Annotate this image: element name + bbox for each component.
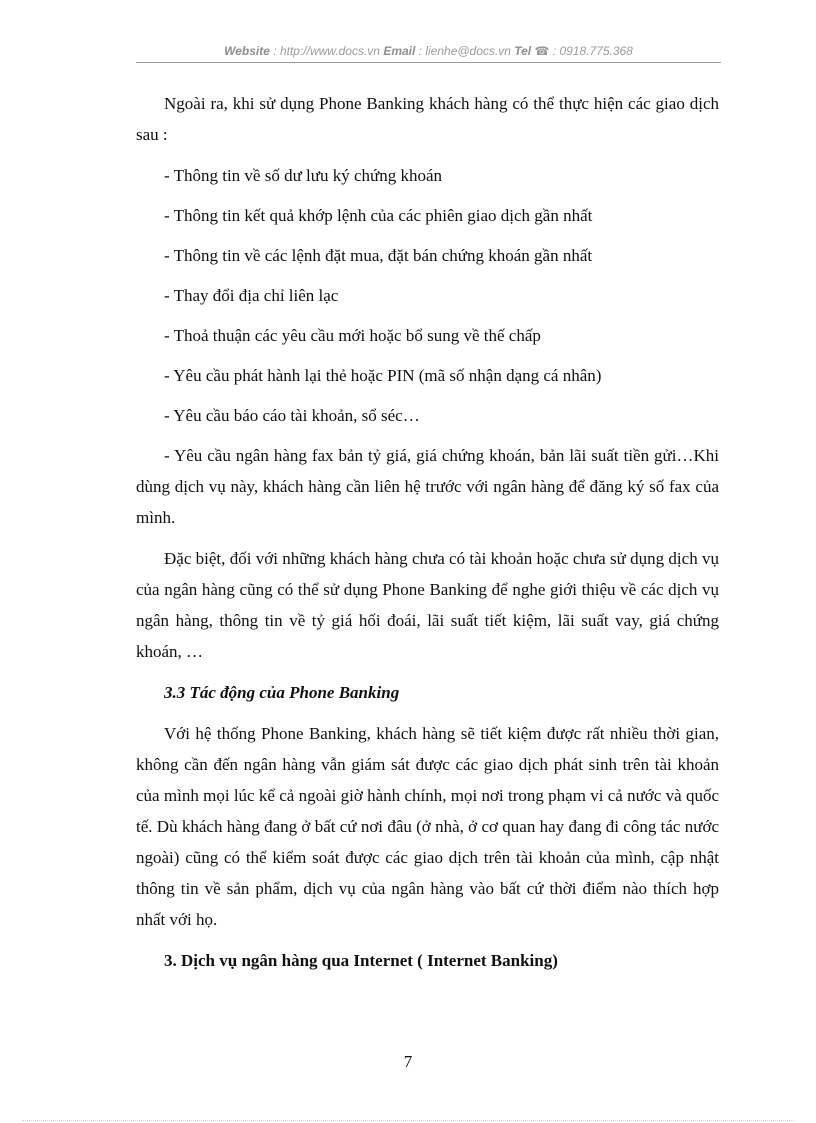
intro-paragraph: Ngoài ra, khi sử dụng Phone Banking khách hàng có thể thực hiện các giao dịch sau : xyxy=(136,94,719,144)
website-value: : http://www.docs.vn xyxy=(269,44,384,58)
list-item: - Yêu cầu ngân hàng fax bản tỷ giá, giá chứng khoán, bản lãi suất tiền gửi…Khi dùng dịch vụ này, khách hàng cần liên hệ trước với ngân hàng để đăng ký số fax của mình. xyxy=(136,446,719,527)
list-item: - Thông tin về số dư lưu ký chứng khoán xyxy=(164,166,443,185)
list-item: - Thông tin về các lệnh đặt mua, đặt bán chứng khoán gần nhất xyxy=(164,246,593,265)
effect-paragraph: Với hệ thống Phone Banking, khách hàng sẽ tiết kiệm được rất nhiều thời gian, không cần đến ngân hàng vẫn giám sát được các giao dịch phát sinh trên tài khoản của mình mọi lúc kể cả ngoài giờ hành chính, mọi nơi trong phạm vi cả nước và quốc tế. Dù khách hàng đang ở bất cứ nơi đâu (ở nhà, ở cơ quan hay đang đi công tác nước ngoài) cũng có thể kiểm soát được các giao dịch trên tài khoản của mình, cập nhật thông tin về sản phẩm, dịch vụ của ngân hàng vào bất cứ thời điểm nào thích hợp nhất với họ. xyxy=(136,724,719,929)
list-item: - Thoả thuận các yêu cầu mới hoặc bổ sung về thế chấp xyxy=(164,326,541,345)
special-paragraph: Đặc biệt, đối với những khách hàng chưa có tài khoản hoặc chưa sử dụng dịch vụ của ngân hàng cũng có thể sử dụng Phone Banking để nghe giới thiệu về các dịch vụ ngân hàng, thông tin về tỷ giá hối đoái, lãi suất tiết kiệm, lãi suất vay, giá chứng khoán, … xyxy=(136,549,719,661)
email-label: Email xyxy=(383,44,416,58)
section-heading-3-3: 3.3 Tác động của Phone Banking xyxy=(164,683,400,702)
document-body xyxy=(136,88,719,986)
tel-label: Tel xyxy=(514,44,532,58)
list-item: - Yêu cầu báo cáo tài khoản, sổ séc… xyxy=(164,406,420,425)
website-label: Website xyxy=(224,44,270,58)
section-heading-3: 3. Dịch vụ ngân hàng qua Internet ( Internet Banking) xyxy=(164,951,558,970)
email-value: : lienhe@docs.vn xyxy=(415,44,515,58)
page-header xyxy=(136,44,721,63)
page-number: 7 xyxy=(403,1052,413,1071)
list-item: - Thông tin kết quả khớp lệnh của các phiên giao dịch gần nhất xyxy=(164,206,593,225)
list-item: - Yêu cầu phát hành lại thẻ hoặc PIN (mã số nhận dạng cá nhân) xyxy=(164,366,602,385)
page-bottom-divider xyxy=(22,1120,794,1121)
tel-value: ☎ : 0918.775.368 xyxy=(531,44,633,58)
list-item: - Thay đổi địa chỉ liên lạc xyxy=(164,286,339,305)
